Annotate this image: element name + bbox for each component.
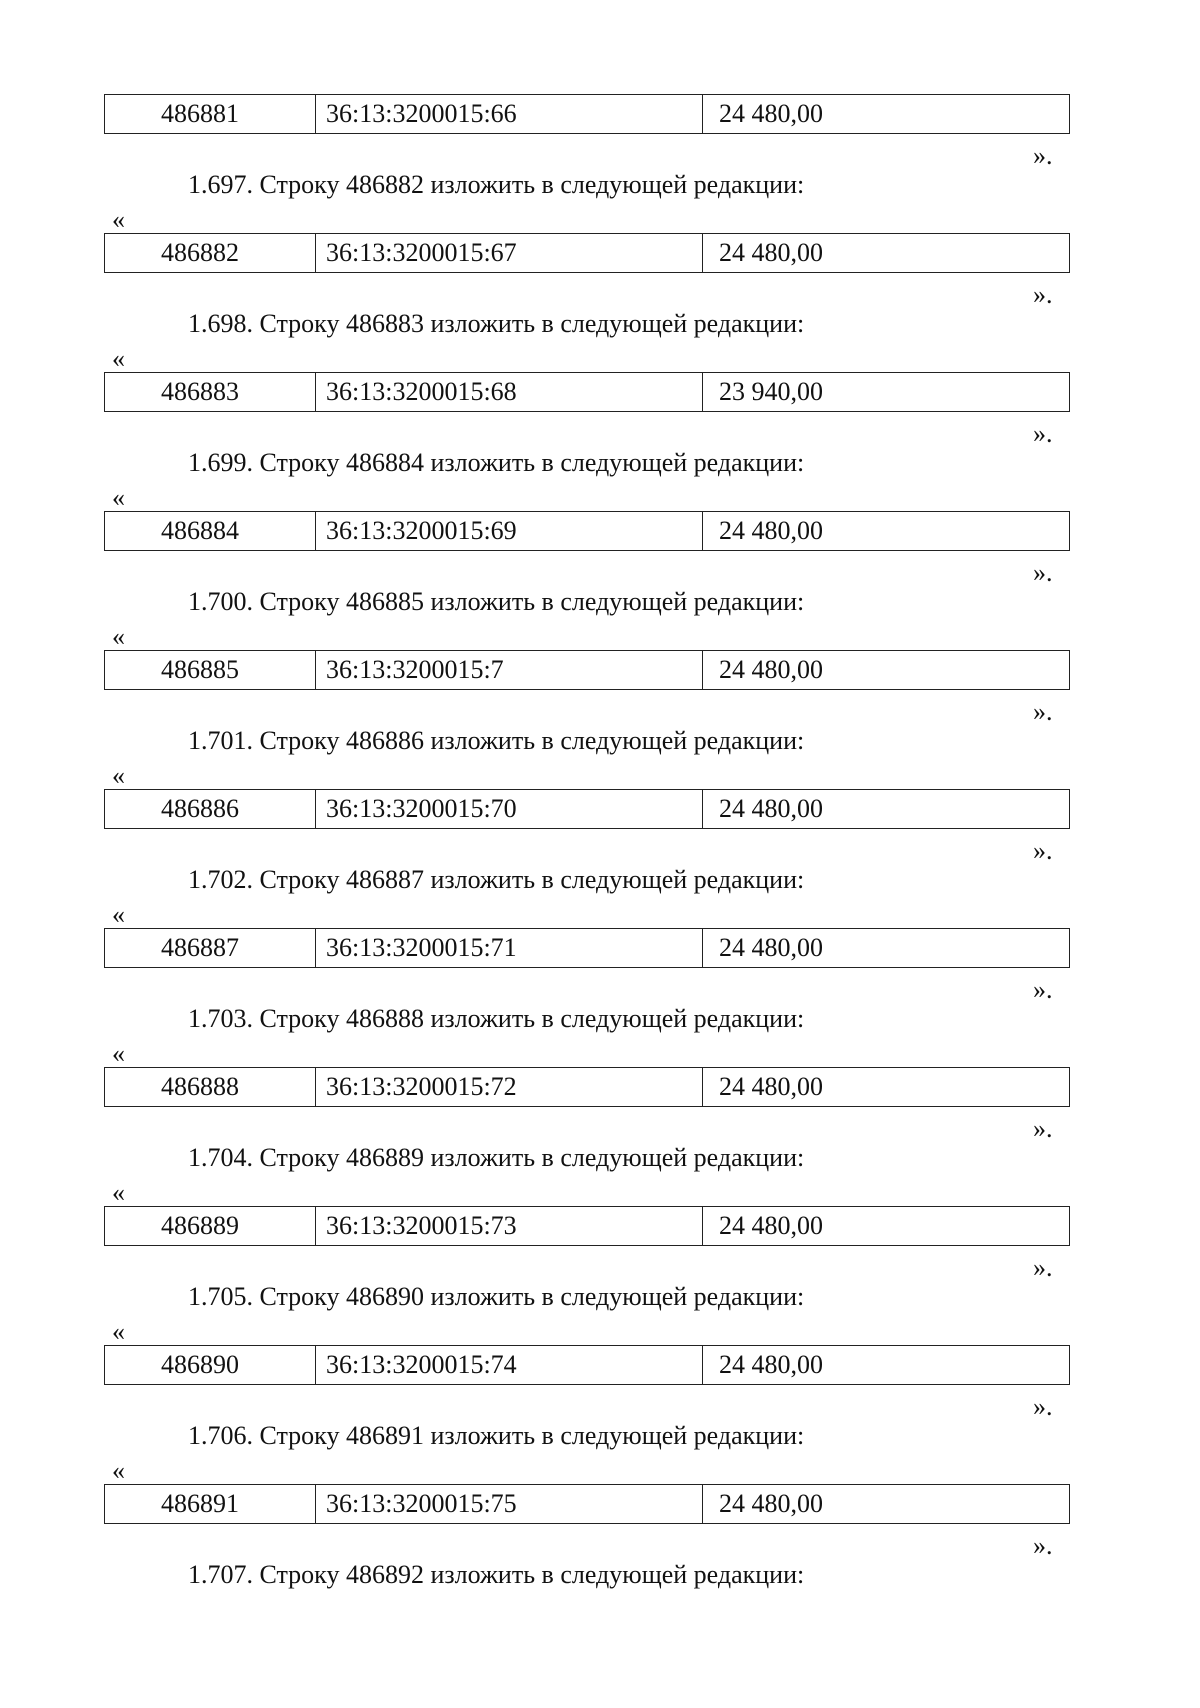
opening-quote: « [112,483,125,512]
table-row [104,1484,1070,1524]
closing-quote: ». [1033,280,1053,309]
table-row [104,233,1070,273]
row-cadastral-number: 36:13:3200015:72 [316,1068,703,1106]
row-cadastral-number: 36:13:3200015:71 [316,929,703,967]
table-row [104,1206,1070,1246]
table-row [104,928,1070,968]
table-row [104,372,1070,412]
closing-quote: ». [1033,1392,1053,1421]
row-cadastral-number: 36:13:3200015:66 [316,95,703,133]
amendment-instruction: 1.704. Строку 486889 изложить в следующей редакции: [188,1143,805,1172]
row-code: 486890 [105,1346,316,1384]
row-code: 486888 [105,1068,316,1106]
row-code: 486881 [105,95,316,133]
amendment-instruction: 1.700. Строку 486885 изложить в следующей редакции: [188,587,805,616]
closing-quote: ». [1033,558,1053,587]
row-cadastral-number: 36:13:3200015:75 [316,1485,703,1523]
row-code: 486889 [105,1207,316,1245]
table-row [104,789,1070,829]
closing-quote: ». [1033,419,1053,448]
closing-quote: ». [1033,975,1053,1004]
opening-quote: « [112,1317,125,1346]
opening-quote: « [112,205,125,234]
row-code: 486884 [105,512,316,550]
closing-quote: ». [1033,1531,1053,1560]
row-value: 24 480,00 [719,238,823,267]
row-cadastral-number: 36:13:3200015:7 [316,651,703,689]
row-value: 24 480,00 [719,1350,823,1379]
table-row [104,1345,1070,1385]
row-value: 24 480,00 [719,655,823,684]
closing-quote: ». [1033,836,1053,865]
row-code: 486887 [105,929,316,967]
amendment-instruction: 1.697. Строку 486882 изложить в следующей редакции: [188,170,805,199]
row-cadastral-number: 36:13:3200015:73 [316,1207,703,1245]
row-value: 23 940,00 [719,377,823,406]
row-value: 24 480,00 [719,1489,823,1518]
amendment-instruction: 1.699. Строку 486884 изложить в следующей редакции: [188,448,805,477]
opening-quote: « [112,900,125,929]
amendment-instruction: 1.706. Строку 486891 изложить в следующей редакции: [188,1421,805,1450]
opening-quote: « [112,1456,125,1485]
opening-quote: « [112,1039,125,1068]
row-cadastral-number: 36:13:3200015:70 [316,790,703,828]
amendment-instruction: 1.701. Строку 486886 изложить в следующей редакции: [188,726,805,755]
row-cadastral-number: 36:13:3200015:68 [316,373,703,411]
row-value: 24 480,00 [719,99,823,128]
opening-quote: « [112,344,125,373]
row-code: 486885 [105,651,316,689]
closing-quote: ». [1033,1253,1053,1282]
opening-quote: « [112,1178,125,1207]
amendment-instruction: 1.705. Строку 486890 изложить в следующей редакции: [188,1282,805,1311]
row-cadastral-number: 36:13:3200015:67 [316,234,703,272]
row-value: 24 480,00 [719,516,823,545]
table-row [104,94,1070,134]
amendment-instruction: 1.698. Строку 486883 изложить в следующей редакции: [188,309,805,338]
row-value: 24 480,00 [719,1211,823,1240]
closing-quote: ». [1033,141,1053,170]
amendment-instruction: 1.702. Строку 486887 изложить в следующей редакции: [188,865,805,894]
row-cadastral-number: 36:13:3200015:74 [316,1346,703,1384]
row-code: 486883 [105,373,316,411]
row-cadastral-number: 36:13:3200015:69 [316,512,703,550]
row-code: 486891 [105,1485,316,1523]
table-row [104,650,1070,690]
row-code: 486886 [105,790,316,828]
table-row [104,1067,1070,1107]
row-value: 24 480,00 [719,1072,823,1101]
amendment-instruction: 1.703. Строку 486888 изложить в следующей редакции: [188,1004,805,1033]
row-value: 24 480,00 [719,794,823,823]
table-row [104,511,1070,551]
row-code: 486882 [105,234,316,272]
amendment-instruction: 1.707. Строку 486892 изложить в следующей редакции: [188,1560,805,1589]
opening-quote: « [112,622,125,651]
closing-quote: ». [1033,697,1053,726]
opening-quote: « [112,761,125,790]
closing-quote: ». [1033,1114,1053,1143]
row-value: 24 480,00 [719,933,823,962]
